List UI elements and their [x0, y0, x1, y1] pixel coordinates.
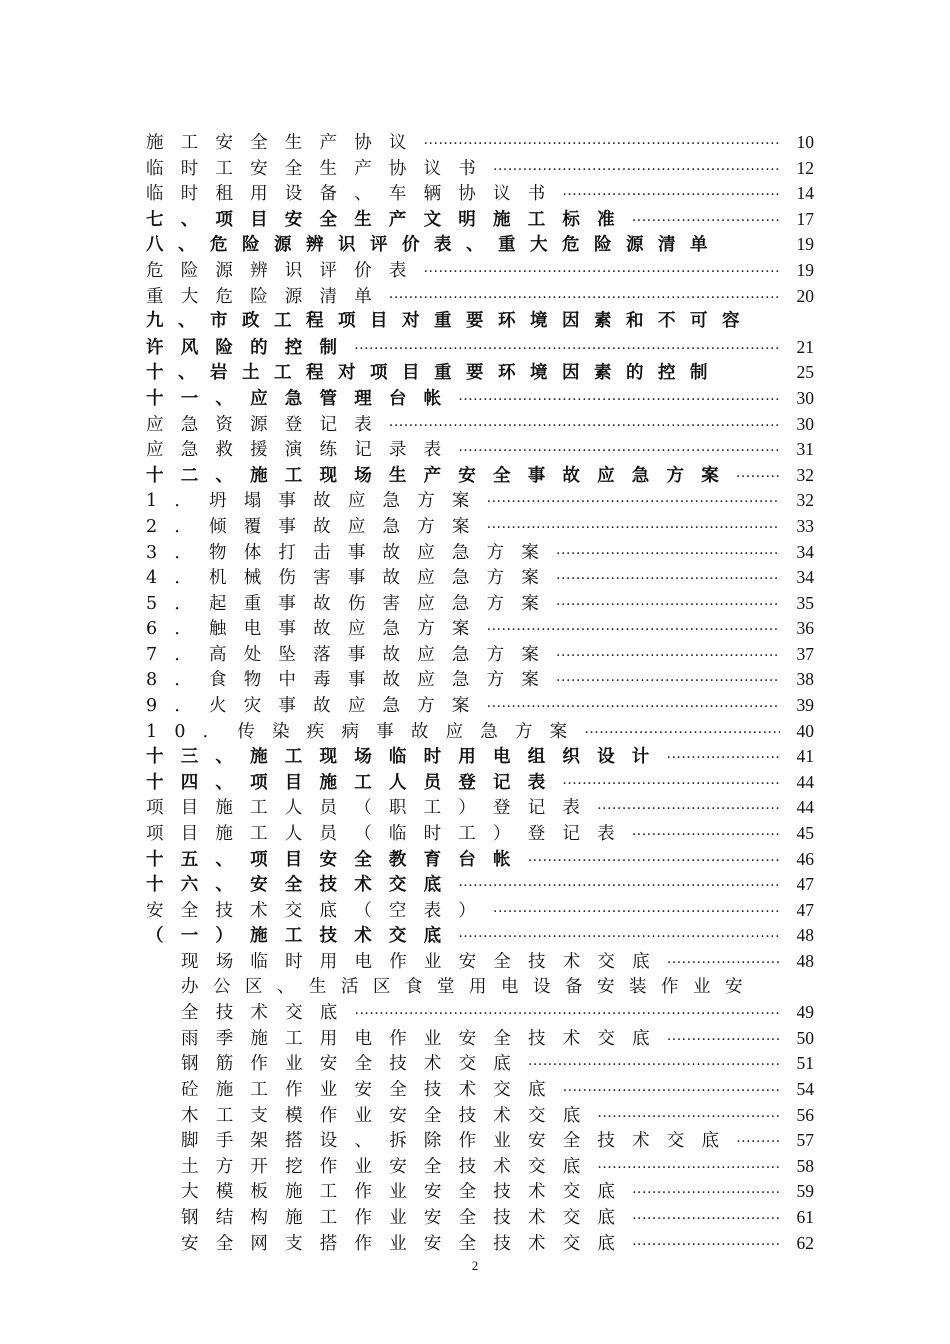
- toc-leader-dots: [528, 849, 780, 875]
- toc-leader-dots: [736, 1130, 780, 1156]
- table-of-contents: [146, 130, 814, 1256]
- toc-leader-dots: [556, 669, 780, 695]
- toc-leader-dots: [458, 439, 780, 465]
- toc-entry-page: 30: [796, 413, 814, 434]
- toc-entry[interactable]: [146, 719, 814, 745]
- toc-entry-title: 3．物体打击事故应急方案: [146, 542, 557, 563]
- toc-entry-page: 50: [796, 1027, 814, 1048]
- toc-entry[interactable]: [146, 1051, 814, 1077]
- toc-leader-dots: [487, 490, 780, 516]
- toc-entry[interactable]: [146, 488, 814, 514]
- toc-leader-dots: [458, 388, 780, 414]
- toc-entry-page: 61: [796, 1206, 814, 1227]
- toc-entry[interactable]: [146, 412, 814, 438]
- toc-entry-title: 1．坍塌事故应急方案: [146, 491, 487, 512]
- toc-entry[interactable]: [146, 258, 814, 284]
- toc-entry-title: （一）施工技术交底: [146, 926, 459, 947]
- toc-entry-title: 7．高处坠落事故应急方案: [146, 644, 557, 665]
- toc-entry-title: 2．倾覆事故应急方案: [146, 516, 487, 537]
- toc-entry[interactable]: [146, 540, 814, 566]
- toc-entry-page: 38: [796, 669, 814, 690]
- toc-entry-title: 应急救援演练记录表: [146, 440, 459, 461]
- toc-leader-dots: [563, 1079, 780, 1105]
- toc-entry[interactable]: [146, 1231, 814, 1257]
- toc-entry-page: 41: [796, 746, 814, 767]
- toc-entry[interactable]: [146, 642, 814, 668]
- toc-leader-dots: [562, 183, 780, 209]
- toc-entry-title: 项目施工人员（临时工）登记表: [146, 824, 632, 845]
- toc-entry-title: 全技术交底: [181, 1003, 355, 1024]
- toc-leader-dots: [562, 772, 780, 798]
- toc-entry-title: 十、岩土工程对项目重要环境因素的控制: [146, 363, 722, 384]
- toc-entry[interactable]: [146, 1154, 814, 1180]
- toc-entry-page: 34: [796, 541, 814, 562]
- toc-entry-title: 重大危险源清单: [146, 286, 389, 307]
- toc-leader-dots: [424, 132, 780, 158]
- toc-entry-title: 4．机械伤害事故应急方案: [146, 568, 557, 589]
- toc-entry[interactable]: [146, 744, 814, 770]
- toc-entry-title: 施工安全生产协议: [146, 133, 424, 153]
- toc-entry[interactable]: [146, 514, 814, 540]
- toc-entry-title: 钢筋作业安全技术交底: [181, 1054, 528, 1075]
- toc-entry-page: 30: [796, 387, 814, 408]
- toc-leader-dots: [389, 414, 780, 440]
- toc-entry[interactable]: [146, 795, 814, 821]
- toc-leader-dots: [667, 746, 781, 772]
- toc-entry[interactable]: [146, 207, 814, 233]
- toc-leader-dots: [355, 1002, 781, 1028]
- toc-entry-title: 10．传染疾病事故应急方案: [146, 721, 585, 742]
- toc-entry-title: 脚手架搭设、拆除作业安全技术交底: [181, 1131, 737, 1152]
- toc-entry-title: 八、危险源辨识评价表、重大危险源清单: [146, 235, 722, 256]
- toc-leader-dots: [667, 951, 780, 977]
- toc-entry-page: 54: [796, 1078, 814, 1099]
- toc-entry-page: 47: [796, 874, 814, 895]
- toc-leader-dots: [487, 695, 780, 721]
- toc-entry-title: 九、市政工程项目对重要环境因素和不可容: [146, 311, 754, 332]
- toc-leader-dots: [556, 644, 780, 670]
- toc-entry-page: 19: [796, 234, 814, 255]
- toc-entry-page: 34: [796, 567, 814, 588]
- toc-leader-dots: [389, 286, 780, 312]
- toc-entry-title: 危险源辨识评价表: [146, 260, 424, 281]
- toc-entry-page: 33: [796, 515, 814, 536]
- toc-entry[interactable]: [146, 616, 814, 642]
- toc-entry-page: 56: [796, 1104, 814, 1125]
- toc-entry-title: 临时工安全生产协议书: [146, 158, 493, 179]
- toc-entry-page: 59: [796, 1181, 814, 1202]
- toc-entry[interactable]: [146, 463, 814, 489]
- toc-entry-page: 36: [796, 618, 814, 639]
- toc-leader-dots: [493, 158, 780, 184]
- toc-entry[interactable]: [146, 284, 814, 310]
- toc-leader-dots: [487, 618, 780, 644]
- toc-entry-page: 35: [796, 592, 814, 613]
- toc-entry[interactable]: [146, 565, 814, 591]
- toc-entry[interactable]: [146, 1000, 814, 1026]
- toc-entry[interactable]: [146, 923, 814, 949]
- toc-entry-title: 十六、安全技术交底: [146, 875, 459, 896]
- toc-leader-dots: [632, 1233, 780, 1259]
- toc-entry-title: 大模板施工作业安全技术交底: [181, 1182, 633, 1203]
- toc-entry-page: 62: [796, 1232, 814, 1253]
- toc-entry-page: 32: [796, 464, 814, 485]
- toc-entry-page: 40: [796, 720, 814, 741]
- toc-entry[interactable]: [146, 335, 814, 361]
- toc-entry[interactable]: [146, 156, 814, 182]
- toc-entry-page: 19: [796, 259, 814, 280]
- toc-entry-title: 8．食物中毒事故应急方案: [146, 670, 557, 691]
- toc-entry[interactable]: [146, 847, 814, 873]
- toc-entry[interactable]: [146, 949, 814, 975]
- toc-entry[interactable]: [146, 1205, 814, 1231]
- toc-entry-title: 十二、施工现场生产安全事故应急方案: [146, 465, 736, 486]
- toc-entry[interactable]: [146, 232, 814, 258]
- toc-entry[interactable]: [146, 437, 814, 463]
- toc-leader-dots: [556, 593, 780, 619]
- toc-entry[interactable]: [146, 898, 814, 924]
- toc-entry[interactable]: [146, 591, 814, 617]
- toc-entry[interactable]: [146, 693, 814, 719]
- toc-entry-page: 25: [796, 362, 814, 383]
- toc-entry-title: 土方开挖作业安全技术交底: [181, 1156, 598, 1177]
- toc-entry-page: 47: [796, 899, 814, 920]
- toc-entry-title: 现场临时用电作业安全技术交底: [181, 952, 667, 972]
- toc-entry-page: 57: [796, 1130, 814, 1151]
- toc-entry[interactable]: [146, 130, 814, 156]
- toc-entry[interactable]: [146, 1103, 814, 1129]
- toc-entry[interactable]: [146, 181, 814, 207]
- toc-entry-page: 10: [796, 132, 814, 152]
- toc-entry-title: 临时租用设备、车辆协议书: [146, 184, 563, 205]
- toc-entry-title: 办公区、生活区食堂用电设备安装作业安: [181, 976, 757, 997]
- page-number: 2: [471, 1258, 479, 1273]
- toc-entry-page: 14: [796, 183, 814, 204]
- toc-entry-title: 雨季施工用电作业安全技术交底: [181, 1028, 667, 1049]
- toc-leader-dots: [667, 1028, 780, 1054]
- toc-leader-dots: [528, 1053, 780, 1079]
- toc-entry[interactable]: [146, 667, 814, 693]
- toc-leader-dots: [556, 567, 780, 593]
- toc-entry-page: 39: [796, 695, 814, 716]
- toc-entry-title: 许风险的控制: [146, 337, 355, 358]
- toc-entry[interactable]: [146, 975, 814, 1001]
- toc-entry-page: 51: [796, 1053, 814, 1074]
- toc-entry[interactable]: [146, 821, 814, 847]
- toc-entry-page: 58: [796, 1155, 814, 1176]
- toc-entry-title: 安全网支搭作业安全技术交底: [181, 1233, 633, 1254]
- toc-entry-page: 44: [796, 797, 814, 818]
- toc-entry-title: 十五、项目安全教育台帐: [146, 849, 528, 870]
- toc-entry-title: 砼施工作业安全技术交底: [181, 1079, 563, 1100]
- toc-leader-dots: [597, 1156, 780, 1182]
- toc-entry-page: 44: [796, 771, 814, 792]
- toc-entry-title: 十一、应急管理台帐: [146, 388, 459, 409]
- toc-leader-dots: [597, 1105, 780, 1131]
- toc-leader-dots: [458, 925, 780, 951]
- toc-entry[interactable]: [146, 1179, 814, 1205]
- toc-entry-title: 木工支模作业安全技术交底: [181, 1105, 598, 1126]
- toc-entry-page: 37: [796, 643, 814, 664]
- toc-entry-page: 21: [796, 336, 814, 357]
- toc-leader-dots: [556, 542, 780, 568]
- toc-entry[interactable]: [146, 309, 814, 335]
- toc-entry-title: 钢结构施工作业安全技术交底: [181, 1207, 633, 1228]
- toc-leader-dots: [458, 874, 780, 900]
- toc-leader-dots: [632, 209, 780, 235]
- toc-entry-page: 45: [796, 823, 814, 844]
- toc-entry-title: 9．火灾事故应急方案: [146, 696, 487, 717]
- toc-entry-title: 十三、施工现场临时用电组织设计: [146, 747, 667, 768]
- toc-leader-dots: [632, 1181, 780, 1207]
- toc-entry-page: 17: [796, 208, 814, 229]
- toc-entry-page: 32: [796, 490, 814, 511]
- toc-entry-page: 20: [796, 285, 814, 306]
- toc-entry-title: 应急资源登记表: [146, 414, 389, 435]
- toc-leader-dots: [487, 516, 780, 542]
- toc-entry[interactable]: [146, 1026, 814, 1052]
- toc-entry-title: 项目施工人员（职工）登记表: [146, 798, 598, 819]
- toc-leader-dots: [736, 465, 780, 491]
- toc-entry-page: 46: [796, 848, 814, 869]
- toc-entry[interactable]: [146, 1128, 814, 1154]
- toc-leader-dots: [354, 337, 780, 363]
- toc-entry[interactable]: [146, 1077, 814, 1103]
- toc-entry-page: 12: [796, 157, 814, 178]
- toc-entry-title: 6．触电事故应急方案: [146, 619, 487, 640]
- toc-entry[interactable]: [146, 770, 814, 796]
- toc-entry-title: 七、项目安全生产文明施工标准: [146, 209, 632, 230]
- toc-leader-dots: [584, 721, 780, 747]
- toc-entry-page: 49: [796, 1002, 814, 1023]
- toc-entry-page: 48: [796, 951, 814, 971]
- toc-leader-dots: [632, 823, 780, 849]
- toc-leader-dots: [424, 260, 780, 286]
- toc-leader-dots: [632, 1207, 780, 1233]
- toc-entry-page: 31: [796, 439, 814, 460]
- toc-leader-dots: [597, 797, 780, 823]
- toc-entry-title: 十四、项目施工人员登记表: [146, 772, 563, 793]
- toc-entry-title: 5．起重事故伤害应急方案: [146, 593, 557, 614]
- toc-entry-page: 48: [796, 925, 814, 946]
- toc-entry[interactable]: [146, 360, 814, 386]
- toc-leader-dots: [493, 900, 780, 926]
- toc-entry-title: 安全技术交底（空表）: [146, 900, 493, 921]
- toc-entry[interactable]: [146, 386, 814, 412]
- toc-entry[interactable]: [146, 872, 814, 898]
